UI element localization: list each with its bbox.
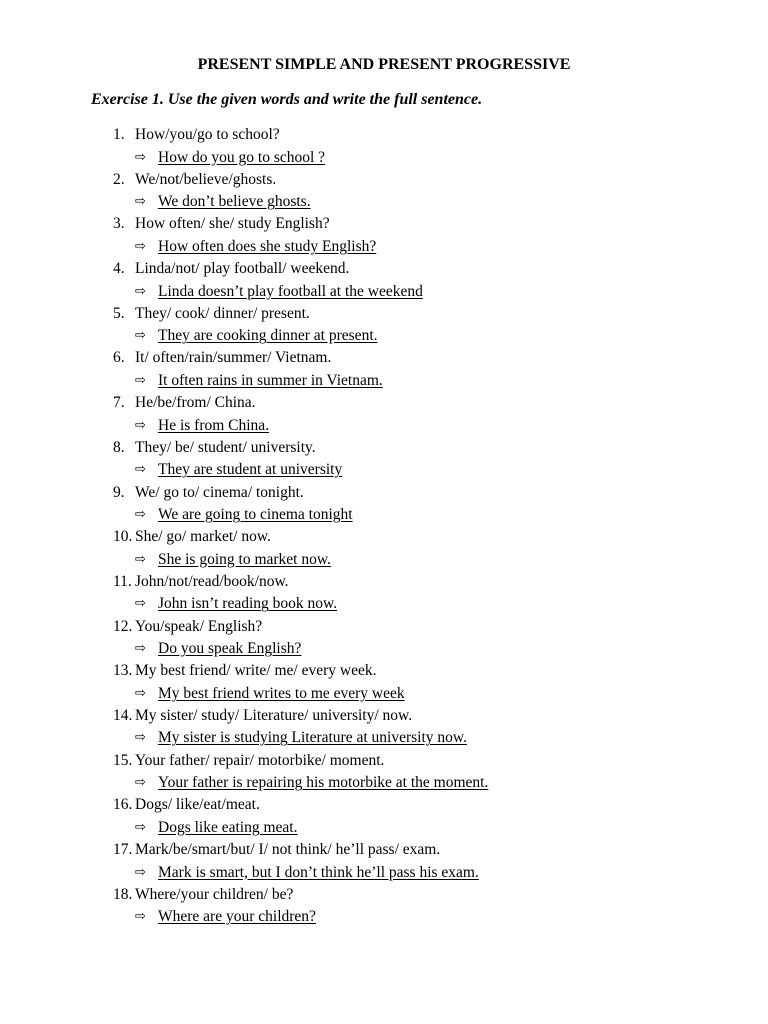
arrow-right-icon: ⇨ [135, 417, 146, 433]
list-item [0, 884, 768, 929]
list-item [0, 750, 768, 795]
arrow-right-icon: ⇨ [135, 641, 146, 657]
prompt-text: Linda/not/ play football/ weekend. [135, 260, 350, 278]
item-number: 14. [113, 706, 133, 724]
item-number: 18. [113, 885, 133, 903]
prompt-text: John/not/read/book/now. [135, 572, 289, 590]
answer-text: Where are your children? [158, 908, 316, 926]
prompt-text: How/you/go to school? [135, 126, 280, 143]
item-number: 10. [113, 528, 133, 546]
item-number: 11. [113, 572, 132, 590]
list-item [0, 705, 768, 750]
item-number: 2. [113, 170, 125, 188]
answer-text: My best friend writes to me every week [158, 684, 405, 702]
answer-text: We don’t believe ghosts. [158, 193, 311, 211]
prompt-text: She/ go/ market/ now. [135, 528, 271, 546]
prompt-text: Your father/ repair/ motorbike/ moment. [135, 751, 385, 769]
arrow-right-icon: ⇨ [135, 819, 146, 835]
prompt-text: They/ be/ student/ university. [135, 438, 316, 456]
item-number: 8. [113, 438, 125, 456]
list-item [0, 794, 768, 839]
page-title: PRESENT SIMPLE AND PRESENT PROGRESSIVE [197, 56, 571, 73]
item-number: 9. [113, 483, 125, 501]
item-number: 7. [113, 394, 125, 412]
prompt-text: It/ often/rain/summer/ Vietnam. [135, 349, 332, 367]
list-item [0, 169, 768, 214]
item-number: 15. [113, 751, 133, 769]
item-number: 1. [113, 126, 125, 143]
answer-text: They are student at university [158, 461, 343, 479]
arrow-right-icon: ⇨ [135, 238, 146, 254]
exercise-heading: Exercise 1. Use the given words and write the full sentence. [91, 91, 483, 108]
answer-text: John isn’t reading book now. [158, 595, 338, 613]
list-item [0, 526, 768, 571]
list-item [0, 839, 768, 884]
prompt-text: My best friend/ write/ me/ every week. [135, 662, 377, 680]
item-number: 4. [113, 260, 125, 278]
item-number: 6. [113, 349, 125, 367]
arrow-right-icon: ⇨ [135, 194, 146, 210]
answer-text: We are going to cinema tonight [158, 506, 353, 523]
list-item [0, 660, 768, 705]
answer-text: Mark is smart, but I don’t think he’ll pass his exam. [158, 863, 479, 881]
prompt-text: They/ cook/ dinner/ present. [135, 304, 310, 322]
answer-text: My sister is studying Literature at university now. [158, 729, 467, 747]
list-item [0, 124, 768, 169]
list-item [0, 303, 768, 348]
prompt-text: You/speak/ English? [135, 617, 263, 635]
arrow-right-icon: ⇨ [135, 730, 146, 746]
arrow-right-icon: ⇨ [135, 149, 146, 165]
item-number: 12. [113, 617, 133, 635]
item-number: 3. [113, 215, 125, 233]
prompt-text: Dogs/ like/eat/meat. [135, 796, 260, 814]
list-item [0, 213, 768, 258]
item-number: 13. [113, 662, 133, 680]
item-number: 5. [113, 304, 125, 322]
arrow-right-icon: ⇨ [135, 596, 146, 612]
answer-text: Dogs like eating meat. [158, 818, 298, 836]
list-item [0, 347, 768, 392]
prompt-text: Mark/be/smart/but/ I/ not think/ he’ll pass/ exam. [135, 841, 441, 858]
prompt-text: We/ go to/ cinema/ tonight. [135, 483, 304, 501]
answer-text: How often does she study English? [158, 237, 377, 255]
answer-text: Linda doesn’t play football at the weekend [158, 282, 423, 300]
list-item [0, 392, 768, 437]
answer-text: He is from China. [158, 416, 270, 434]
exercise-list [0, 124, 768, 928]
answer-text: Your father is repairing his motorbike at the moment. [158, 774, 489, 792]
prompt-text: We/not/believe/ghosts. [135, 170, 277, 188]
arrow-right-icon: ⇨ [135, 283, 146, 299]
arrow-right-icon: ⇨ [135, 864, 146, 880]
answer-text: She is going to market now. [158, 550, 331, 568]
arrow-right-icon: ⇨ [135, 551, 146, 567]
answer-text: How do you go to school ? [158, 148, 326, 166]
arrow-right-icon: ⇨ [135, 775, 146, 791]
list-item [0, 616, 768, 661]
item-number: 16. [113, 796, 133, 814]
prompt-text: He/be/from/ China. [135, 394, 256, 412]
prompt-text: How often/ she/ study English? [135, 215, 330, 233]
answer-text: Do you speak English? [158, 640, 302, 658]
answer-text: They are cooking dinner at present. [158, 327, 378, 345]
list-item [0, 437, 768, 482]
arrow-right-icon: ⇨ [135, 328, 146, 344]
list-item [0, 571, 768, 616]
list-item [0, 482, 768, 527]
list-item [0, 258, 768, 303]
prompt-text: My sister/ study/ Literature/ university/ now. [135, 706, 413, 724]
arrow-right-icon: ⇨ [135, 909, 146, 925]
answer-text: It often rains in summer in Vietnam. [158, 371, 383, 389]
prompt-text: Where/your children/ be? [135, 885, 294, 903]
item-number: 17. [113, 841, 133, 858]
arrow-right-icon: ⇨ [135, 685, 146, 701]
arrow-right-icon: ⇨ [135, 462, 146, 478]
arrow-right-icon: ⇨ [135, 372, 146, 388]
arrow-right-icon: ⇨ [135, 507, 146, 522]
